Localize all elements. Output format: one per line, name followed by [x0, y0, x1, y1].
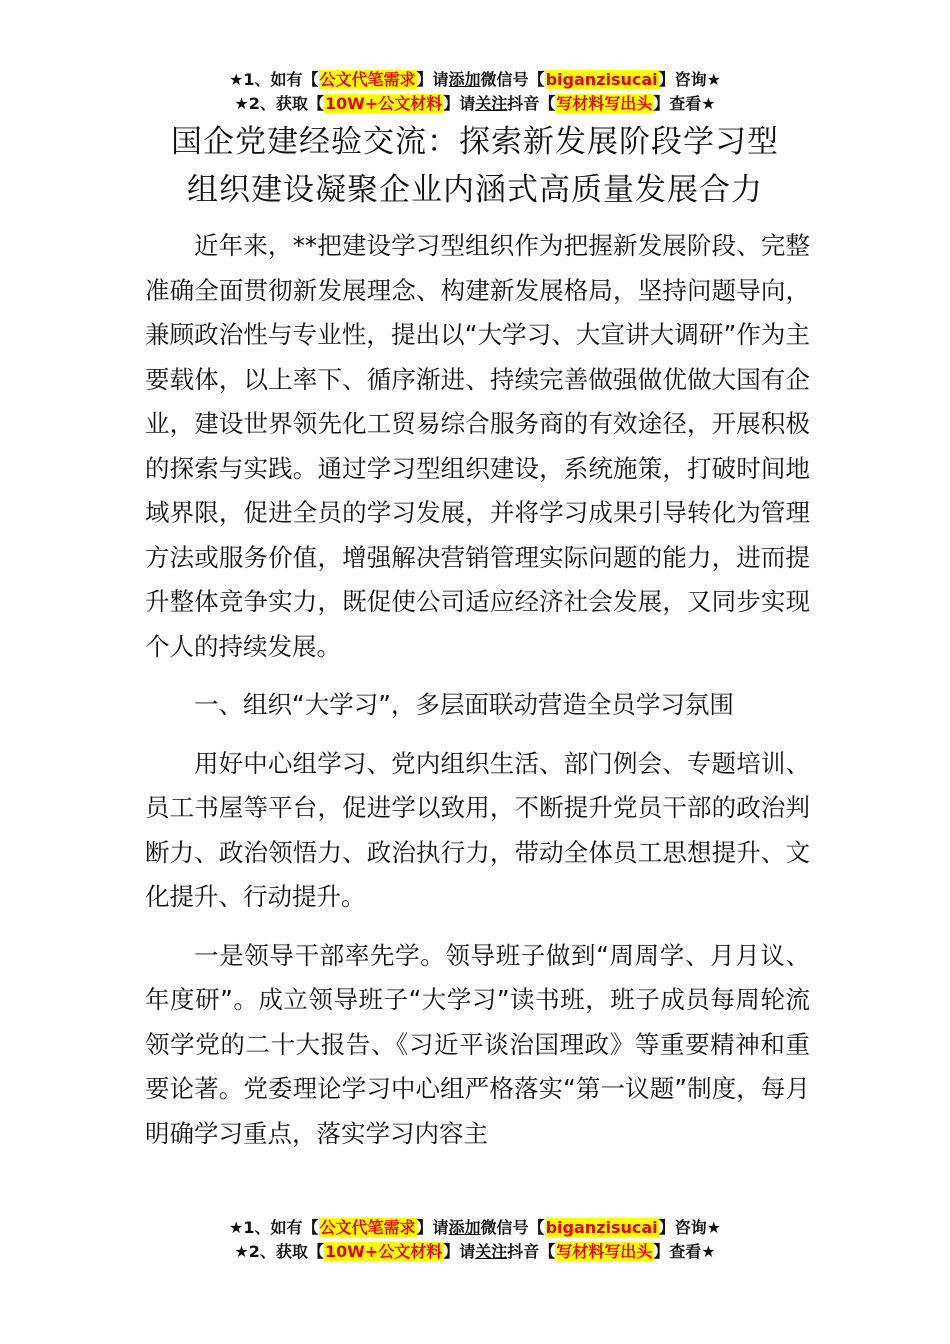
footer-promo-banner [0, 1216, 950, 1264]
promo-line-2 [0, 1240, 950, 1264]
promo-text: 】查看★ [653, 1242, 716, 1261]
promo-highlight: biganzisucai [545, 70, 658, 89]
promo-highlight: 公文代笔需求 [319, 70, 416, 89]
document-body [145, 224, 810, 1156]
promo-text: 】请 [443, 1242, 476, 1261]
promo-text: 】请 [443, 94, 476, 113]
promo-text: ★1、如有【 [229, 1218, 319, 1237]
promo-text: 】请 [416, 1218, 449, 1237]
title-line-2: 组织建设凝聚企业内涵式高质量发展合力 [187, 172, 763, 208]
title-line-1: 国企党建经验交流：探索新发展阶段学习型 [171, 124, 779, 160]
document-title [60, 118, 890, 214]
promo-highlight: 写材料写出头 [556, 94, 653, 113]
promo-line-1 [0, 1216, 950, 1240]
promo-text: 抖音【 [507, 94, 556, 113]
promo-line-1 [0, 68, 950, 92]
promo-highlight: 10W+公文材料 [324, 94, 443, 113]
header-promo-banner [0, 68, 950, 116]
promo-line-2 [0, 92, 950, 116]
promo-highlight: 10W+公文材料 [324, 1242, 443, 1261]
promo-underlined: 关注 [475, 1242, 508, 1261]
paragraph: 一是领导干部率先学。领导班子做到“周周学、月月议、年度研”。成立领导班子“大学习”读书班，班子成员每周轮流领学党的二十大报告、《习近平谈治国理政》等重要精神和重要论著。党委理论学习中心组严格落实“第一议题”制度，每月明确学习重点，落实学习内容主 [145, 940, 810, 1148]
section-heading: 一、组织“大学习”，多层面联动营造全员学习氛围 [194, 690, 734, 719]
promo-underlined: 添加 [448, 70, 481, 89]
paragraph-intro: 近年来，**把建设学习型组织作为把握新发展阶段、完整准确全面贯彻新发展理念、构建新发展格局，坚持问题导向，兼顾政治性与专业性，提出以“大学习、大宣讲大调研”作为主要载体，以上率下、循序渐进、持续完善做强做优做大国有企业，建设世界领先化工贸易综合服务商的有效途径，开展积极的探索与实践。通过学习型组织建设，系统施策，打破时间地域界限，促进全员的学习发展，并将学习成果引导转化为管理方法或服务价值，增强解决营销管理实际问题的能力，进而提升整体竞争实力，既促使公司适应经济社会发展，又同步实现个人的持续发展。 [145, 231, 810, 661]
promo-text: 抖音【 [507, 1242, 556, 1261]
paragraph: 用好中心组学习、党内组织生活、部门例会、专题培训、员工书屋等平台，促进学以致用，不断提升党员干部的政治判断力、政治领悟力、政治执行力，带动全体员工思想提升、文化提升、行动提升。 [145, 748, 810, 911]
promo-text: ★2、获取【 [234, 1242, 324, 1261]
promo-text: 】查看★ [653, 94, 716, 113]
promo-text: 】咨询★ [658, 70, 721, 89]
promo-text: ★2、获取【 [234, 94, 324, 113]
promo-text: 】咨询★ [658, 1218, 721, 1237]
promo-text: 微信号【 [480, 70, 545, 89]
promo-underlined: 添加 [448, 1218, 481, 1237]
promo-highlight: 公文代笔需求 [319, 1218, 416, 1237]
promo-highlight: 写材料写出头 [556, 1242, 653, 1261]
promo-underlined: 关注 [475, 94, 508, 113]
promo-text: ★1、如有【 [229, 70, 319, 89]
promo-text: 微信号【 [480, 1218, 545, 1237]
promo-highlight: biganzisucai [545, 1218, 658, 1237]
promo-text: 】请 [416, 70, 449, 89]
